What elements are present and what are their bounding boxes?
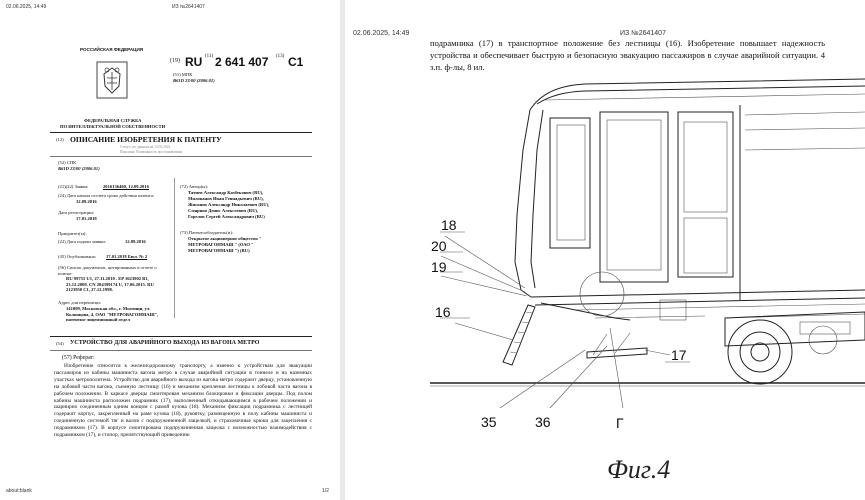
author: Милованов Иван Геннадьевич (RU), xyxy=(188,196,264,201)
label-36: 36 xyxy=(535,414,551,430)
coat-of-arms-emblem xyxy=(95,60,129,100)
biblio-label: (45) Опубликовано: xyxy=(58,254,97,259)
figure-4-drawing xyxy=(345,0,865,500)
cab-nose-outline xyxy=(515,110,531,297)
holder-line: МЕТРОВАГОНМАШ ") (RU) xyxy=(188,248,250,253)
label-G: Г xyxy=(616,415,624,431)
author: Смирнов Денис Алексеевич (RU), xyxy=(188,208,259,213)
divider xyxy=(50,336,312,337)
patent-page-right xyxy=(345,0,865,500)
kind-code: C1 xyxy=(288,55,304,69)
status-line-2: Пошлина: Возможность восстановления xyxy=(120,150,183,154)
author: Татиев Александр Казбекович (RU), xyxy=(188,190,264,195)
wheel xyxy=(728,320,792,384)
label-16: 16 xyxy=(435,304,451,320)
code-11: (11) xyxy=(205,54,214,59)
holder-label: (73) Патентообладатель(и): xyxy=(180,230,234,235)
biblio-label: Адрес для переписки: xyxy=(58,300,101,305)
code-51-label: (51) МПК xyxy=(173,72,193,77)
cab-door xyxy=(600,112,668,282)
patent-number: 2 641 407 xyxy=(215,55,269,69)
label-17: 17 xyxy=(671,347,687,363)
print-date: 02.06.2025, 14:49 xyxy=(6,4,47,10)
bogie-frame xyxy=(725,312,865,346)
biblio-value: 141009, Московская обл., г. Мытищи, ул. Колонцова, 4, ОАО "МЕТРОВАГОНМАШ", патентно-лицензионный отдел xyxy=(66,306,159,323)
column-divider xyxy=(174,178,175,318)
holder-line: Открытое акционерное общество " xyxy=(188,236,262,241)
invention-title: УСТРОЙСТВО ДЛЯ АВАРИЙНОГО ВЫХОДА ИЗ ВАГОНА МЕТРО xyxy=(70,340,260,346)
author: Жиганов Александр Николаевич (RU), xyxy=(188,202,270,207)
country-name: РОССИЙСКАЯ ФЕДЕРАЦИЯ xyxy=(80,47,144,52)
code-54: (54) xyxy=(56,341,64,346)
biblio-value: 12.09.2016 xyxy=(76,199,97,204)
front-window xyxy=(550,118,590,248)
biblio-value: 17.01.2018 xyxy=(76,216,97,221)
biblio-label: Приоритет(ы): xyxy=(58,231,87,236)
authors-label: (72) Автор(ы): xyxy=(180,184,209,189)
holder-line: МЕТРОВАГОНМАШ " (ОАО " xyxy=(188,242,254,247)
print-doc-id: ИЗ №2641407 xyxy=(620,30,666,37)
divider xyxy=(50,350,312,351)
divider xyxy=(50,132,312,133)
figure-caption: Фиг.4 xyxy=(607,455,671,484)
author: Горелов Сергей Александрович (RU) xyxy=(188,214,265,219)
print-page-number: 1/2 xyxy=(322,488,329,494)
country-code: RU xyxy=(185,55,203,69)
biblio-label: (56) Список документов, цитированных в отчете о поиске: xyxy=(58,265,157,276)
ipc-class: B61D 23/00 (2006.01) xyxy=(173,78,215,83)
biblio-label: (22) Дата подачи заявки: xyxy=(58,239,106,244)
biblio-label: Дата регистрации: xyxy=(58,210,95,215)
biblio-value: 12.09.2016 xyxy=(125,239,146,244)
print-doc-id: ИЗ №2641407 xyxy=(172,4,205,10)
status-line-1: Статус: по данным на 13.03.2022 xyxy=(120,145,171,149)
biblio-value: 2016136460, 12.09.2016 xyxy=(103,184,149,189)
label-20: 20 xyxy=(431,238,447,254)
biblio-label: (21)(22) Заявка: xyxy=(58,184,89,189)
abstract-label: (57) Реферат: xyxy=(62,355,95,361)
biblio-value: RU 99755 U1, 27.11.2010 . EP 1623902 B1, 23.12.2009. CN 204399174 U, 17.06.2015. RU 2123950 C1, 27.12.1998. xyxy=(66,276,154,293)
agency-name-line1: ФЕДЕРАЛЬНАЯ СЛУЖБА xyxy=(84,118,142,123)
biblio-label: (24) Дата начала отсчета срока действия патента: xyxy=(58,193,155,198)
cpc-class: B61D 23/00 (2006.01) xyxy=(58,166,100,171)
document-type-title: ОПИСАНИЕ ИЗОБРЕТЕНИЯ К ПАТЕНТУ xyxy=(70,135,222,144)
code-13: (13) xyxy=(276,54,285,59)
label-19: 19 xyxy=(431,259,447,275)
ladder-16 xyxy=(503,305,535,365)
print-date: 02.06.2025, 14:49 xyxy=(353,30,410,37)
divider xyxy=(50,156,312,157)
label-35: 35 xyxy=(481,414,497,430)
code-52-label: (52) СПК xyxy=(58,160,77,165)
biblio-value: 17.01.2018 Бюл. № 2 xyxy=(106,254,148,259)
code-19: (19) xyxy=(170,58,180,64)
print-footer-url: about:blank xyxy=(6,488,32,494)
car-floor-line xyxy=(531,290,865,297)
roof-outline xyxy=(530,79,865,110)
abstract-continuation: подрамника (17) в транспортное положение без лестницы (16). Изобретение повышает надежность устройства и обеспечивает быструю и безопасную эвакуацию пассажиров в случае аварийной ситуации. 4 з.п. ф-лы, 8 ил. xyxy=(430,38,825,72)
agency-name-line2: ПО ИНТЕЛЛЕКТУАЛЬНОЙ СОБСТВЕННОСТИ xyxy=(60,124,166,129)
abstract-text: Изобретение относится к железнодорожному транспорту, а именно к устройствам для эвакуации пассажиров из кабины машиниста вагона метро в случае аварийной ситуации в тоннеле и на наземных участках метрополитена. Устройство для аварийного выхода из вагона метро содержит дверцу, установленную на лобовой части вагона, съемную лестницу (16) и механизм крепления лестницы к лобовой части вагона в рабочем положении. В каркасе дверцы смонтирован механизм блокировки и фиксации дверцы. Под полом кабины машиниста расположен подрамник (17), выполненный откидывающимся в рабочем положении и шарнирно соединенным одним концом с рамой кузова (18). Механизм фиксации подрамника с лестницей содержит корпус, закрепленный на раме кузова (18), рукоятку, размещенную в полу кабины машиниста и соединенную системой тяг и валов с подпружиненной защелкой, и страховочные крюки для зацепления с подрамником (17). В корпусе смонтирована подпружиненная защелка с возможностью взаимодействия с подрамником (17), и стопор, препятствующий приведению xyxy=(54,363,312,439)
patent-page-left xyxy=(0,0,340,500)
code-12: (12) xyxy=(56,137,64,142)
label-18: 18 xyxy=(441,217,457,233)
side-window-panel xyxy=(678,112,733,277)
